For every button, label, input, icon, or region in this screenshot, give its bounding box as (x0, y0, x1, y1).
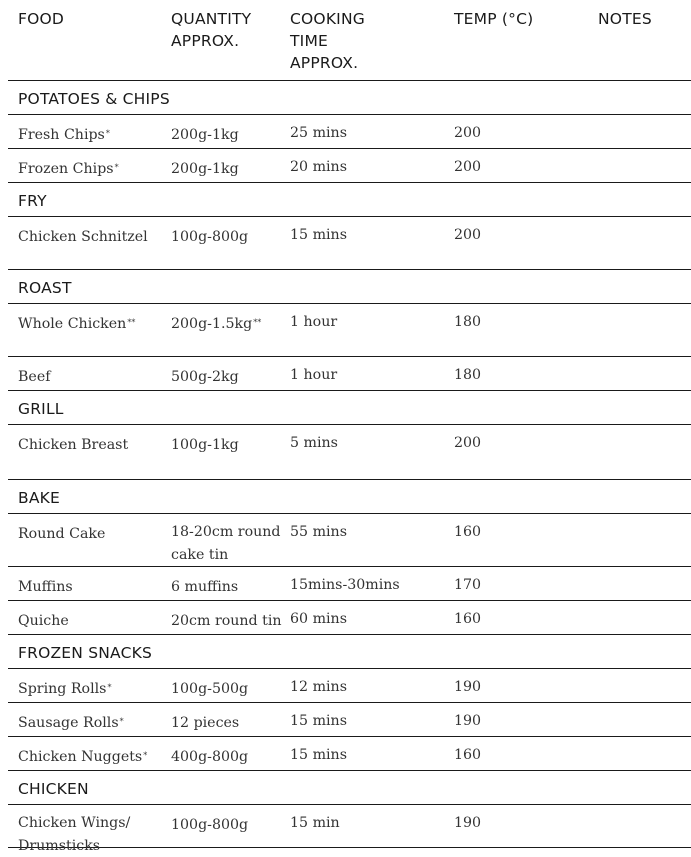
table-row (8, 669, 691, 703)
cooking-time-cell-text: 20 mins (290, 159, 347, 175)
food-cell (18, 433, 163, 456)
footnote-mark: * (114, 163, 119, 172)
temp-cell (454, 225, 544, 246)
header-quantity: QUANTITY APPROX. (171, 10, 252, 50)
cooking-time-cell-text: 55 mins (290, 524, 347, 540)
table-body (8, 81, 691, 854)
cooking-time-cell-text: 15 mins (290, 227, 347, 243)
food-cell-text: Chicken Wings/ Drumsticks (18, 815, 131, 854)
temp-cell (454, 677, 544, 698)
table-row (8, 304, 691, 357)
cooking-table (8, 0, 691, 854)
food-cell (18, 711, 163, 734)
temp-cell (454, 433, 544, 454)
temp-cell (454, 522, 544, 543)
food-cell-text: Spring Rolls (18, 681, 107, 697)
quantity-cell-text: 100g-1kg (171, 437, 239, 453)
temp-cell-text: 190 (454, 713, 482, 729)
temp-cell (454, 609, 544, 630)
cooking-time-cell-text: 12 mins (290, 679, 347, 695)
quantity-cell (171, 609, 283, 632)
footnote-mark: * (119, 717, 124, 726)
temp-cell-text: 160 (454, 524, 482, 540)
section-title: FRY (18, 192, 47, 210)
header-food: FOOD (18, 10, 65, 28)
food-cell-text: Whole Chicken (18, 316, 127, 332)
cooking-time-cell (290, 312, 450, 333)
cooking-time-cell (290, 123, 450, 144)
table-row (8, 805, 691, 854)
section-row (8, 480, 691, 514)
temp-cell-text: 190 (454, 815, 482, 831)
food-cell (18, 745, 163, 768)
section-title: FROZEN SNACKS (18, 644, 153, 662)
quantity-cell-text: 100g-800g (171, 817, 249, 833)
section-title: BAKE (18, 489, 60, 507)
cooking-time-cell (290, 522, 450, 543)
food-cell (18, 312, 163, 335)
quantity-cell-text: 500g-2kg (171, 369, 239, 385)
quantity-cell-text: 12 pieces (171, 715, 240, 731)
table-row (8, 703, 691, 737)
quantity-cell-text: 100g-500g (171, 681, 249, 697)
cooking-time-cell (290, 745, 450, 766)
food-cell (18, 225, 163, 248)
food-cell-text: Chicken Schnitzel (18, 229, 148, 245)
food-cell-text: Beef (18, 369, 51, 385)
food-cell-text: Chicken Breast (18, 437, 129, 453)
temp-cell-text: 180 (454, 314, 482, 330)
quantity-cell-text: 200g-1.5kg (171, 316, 253, 332)
quantity-cell (171, 312, 283, 335)
temp-cell (454, 157, 544, 178)
cooking-time-cell (290, 433, 450, 454)
table-row (8, 357, 691, 391)
section-row (8, 81, 691, 115)
header-temp: TEMP (°C) (454, 10, 534, 28)
quantity-cell-text: 100g-800g (171, 229, 249, 245)
footnote-mark: * (105, 129, 110, 138)
cooking-time-cell (290, 711, 450, 732)
cooking-time-cell (290, 575, 450, 596)
quantity-cell-text: 400g-800g (171, 749, 249, 765)
footnote-mark: ** (127, 318, 136, 327)
food-cell (18, 813, 163, 857)
food-cell (18, 677, 163, 700)
quantity-cell (171, 157, 283, 180)
table-row (8, 149, 691, 183)
cooking-time-cell-text: 5 mins (290, 435, 338, 451)
quantity-cell (171, 575, 283, 598)
food-cell (18, 157, 163, 180)
section-row (8, 183, 691, 217)
footnote-mark: ** (253, 318, 262, 327)
food-cell-text: Quiche (18, 613, 69, 629)
section-title: GRILL (18, 400, 64, 418)
temp-cell (454, 312, 544, 333)
cooking-time-cell (290, 157, 450, 178)
cooking-time-cell-text: 15 mins (290, 747, 347, 763)
cooking-time-cell-text: 15mins-30mins (290, 577, 400, 593)
cooking-time-cell (290, 677, 450, 698)
section-row (8, 635, 691, 669)
quantity-cell (171, 522, 283, 566)
food-cell (18, 575, 163, 598)
temp-cell-text: 200 (454, 125, 482, 141)
cooking-time-cell-text: 1 hour (290, 367, 338, 383)
quantity-cell-text: 20cm round tin (171, 613, 282, 629)
quantity-cell-text: 6 muffins (171, 579, 239, 595)
quantity-cell (171, 225, 283, 248)
quantity-cell (171, 813, 283, 836)
quantity-cell (171, 677, 283, 700)
food-cell (18, 123, 163, 146)
table-header (8, 0, 691, 81)
quantity-cell (171, 711, 283, 734)
table-row (8, 567, 691, 601)
table-row (8, 514, 691, 567)
cooking-time-cell-text: 60 mins (290, 611, 347, 627)
food-cell-text: Frozen Chips (18, 161, 114, 177)
temp-cell-text: 160 (454, 611, 482, 627)
section-row (8, 771, 691, 805)
cooking-time-cell (290, 225, 450, 246)
temp-cell-text: 160 (454, 747, 482, 763)
temp-cell (454, 745, 544, 766)
food-cell-text: Fresh Chips (18, 127, 105, 143)
cooking-time-cell-text: 15 min (290, 815, 340, 831)
section-title: CHICKEN (18, 780, 89, 798)
cooking-time-cell (290, 365, 450, 386)
quantity-cell (171, 745, 283, 768)
temp-cell-text: 200 (454, 159, 482, 175)
section-row (8, 270, 691, 304)
food-cell-text: Muffins (18, 579, 73, 595)
quantity-cell-text: 200g-1kg (171, 161, 239, 177)
temp-cell-text: 200 (454, 435, 482, 451)
section-row (8, 391, 691, 425)
temp-cell-text: 180 (454, 367, 482, 383)
table-row (8, 115, 691, 149)
cooking-time-cell-text: 15 mins (290, 713, 347, 729)
cooking-time-cell-text: 1 hour (290, 314, 338, 330)
food-cell (18, 522, 163, 545)
food-cell (18, 609, 163, 632)
table-row (8, 217, 691, 270)
header-cooking-time: COOKING TIME APPROX. (290, 10, 365, 72)
section-title: POTATOES & CHIPS (18, 90, 170, 108)
table-row (8, 737, 691, 771)
footnote-mark: * (143, 751, 148, 760)
quantity-cell-text: 18-20cm round cake tin (171, 524, 281, 563)
quantity-cell-text: 200g-1kg (171, 127, 239, 143)
food-cell (18, 365, 163, 388)
temp-cell-text: 200 (454, 227, 482, 243)
temp-cell (454, 711, 544, 732)
temp-cell-text: 190 (454, 679, 482, 695)
temp-cell-text: 170 (454, 577, 482, 593)
food-cell-text: Chicken Nuggets (18, 749, 143, 765)
temp-cell (454, 575, 544, 596)
quantity-cell (171, 433, 283, 456)
footnote-mark: * (107, 683, 112, 692)
temp-cell (454, 365, 544, 386)
quantity-cell (171, 365, 283, 388)
food-cell-text: Round Cake (18, 526, 106, 542)
table-row (8, 601, 691, 635)
cooking-time-cell-text: 25 mins (290, 125, 347, 141)
table-row (8, 425, 691, 480)
temp-cell (454, 123, 544, 144)
header-notes: NOTES (598, 10, 652, 28)
food-cell-text: Sausage Rolls (18, 715, 119, 731)
quantity-cell (171, 123, 283, 146)
cooking-time-cell (290, 609, 450, 630)
section-title: ROAST (18, 279, 72, 297)
